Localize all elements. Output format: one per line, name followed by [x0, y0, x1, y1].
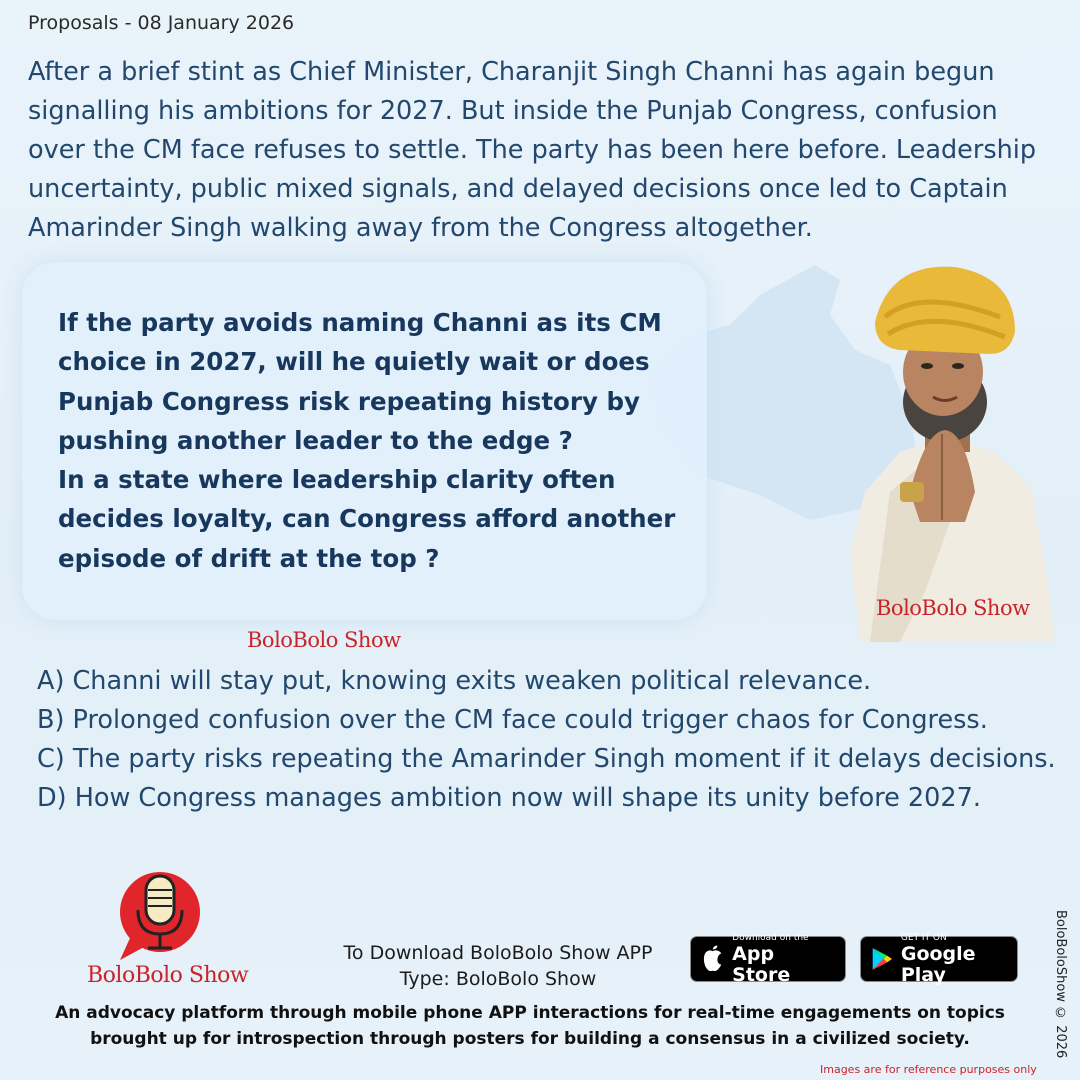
googleplay-small-text: GET IT ON: [900, 932, 947, 943]
download-line: To Download BoloBolo Show APP: [343, 942, 653, 964]
center-watermark: BoloBolo Show: [247, 628, 401, 652]
portrait-watermark: BoloBolo Show: [876, 596, 1030, 620]
play-triangle-icon: [871, 945, 893, 973]
apple-icon: [701, 945, 724, 973]
download-type-line: Type: BoloBolo Show: [399, 968, 597, 990]
option-b[interactable]: B) Prolonged confusion over the CM face could trigger chaos for Congress.: [37, 705, 988, 735]
download-instructions: [320, 940, 676, 992]
image-disclaimer: Images are for reference purposes only: [820, 1063, 1037, 1076]
question-line-1: If the party avoids naming Channi as its CM choice in 2027, will he quietly wait or does Punjab Congress risk repeating history by pushing another leader to the edge ?: [58, 308, 662, 455]
app-store-badge[interactable]: [690, 932, 846, 986]
appstore-small-text: Download on the: [732, 932, 809, 943]
question-text: [58, 303, 698, 578]
header-date: Proposals - 08 January 2026: [28, 12, 295, 34]
copyright-vertical: BoloBoloShow © 2026: [1053, 910, 1068, 1059]
microphone-speech-bubble-icon: [118, 868, 202, 964]
option-a[interactable]: A) Channi will stay put, knowing exits weaken political relevance.: [37, 666, 872, 696]
politician-portrait: [830, 262, 1060, 647]
googleplay-big-text: Google Play: [900, 942, 976, 986]
option-d[interactable]: D) How Congress manages ambition now will shape its unity before 2027.: [37, 783, 981, 813]
intro-paragraph: After a brief stint as Chief Minister, Charanjit Singh Channi has again begun signalling his ambitions for 2027. But inside the Punjab Congress, confusion over the CM face refuses to settle. The party has been here before. Leadership uncertainty, public mixed signals, and delayed decisions once led to Captain Amarinder Singh walking away from the Congress altogether.: [28, 57, 1037, 243]
answer-options: [37, 662, 1057, 818]
appstore-big-text: App Store: [732, 942, 791, 986]
google-play-badge[interactable]: [860, 932, 1018, 986]
brand-logo-text: BoloBolo Show: [87, 963, 249, 988]
option-c[interactable]: C) The party risks repeating the Amarinder Singh moment if it delays decisions.: [37, 744, 1056, 774]
footer-description: An advocacy platform through mobile phone APP interactions for real-time engagements on topics brought up for introspection through posters for building a consensus in a civilized society.: [55, 1003, 1005, 1049]
question-line-2: In a state where leadership clarity often decides loyalty, can Congress afford another episode of drift at the top ?: [58, 465, 676, 573]
